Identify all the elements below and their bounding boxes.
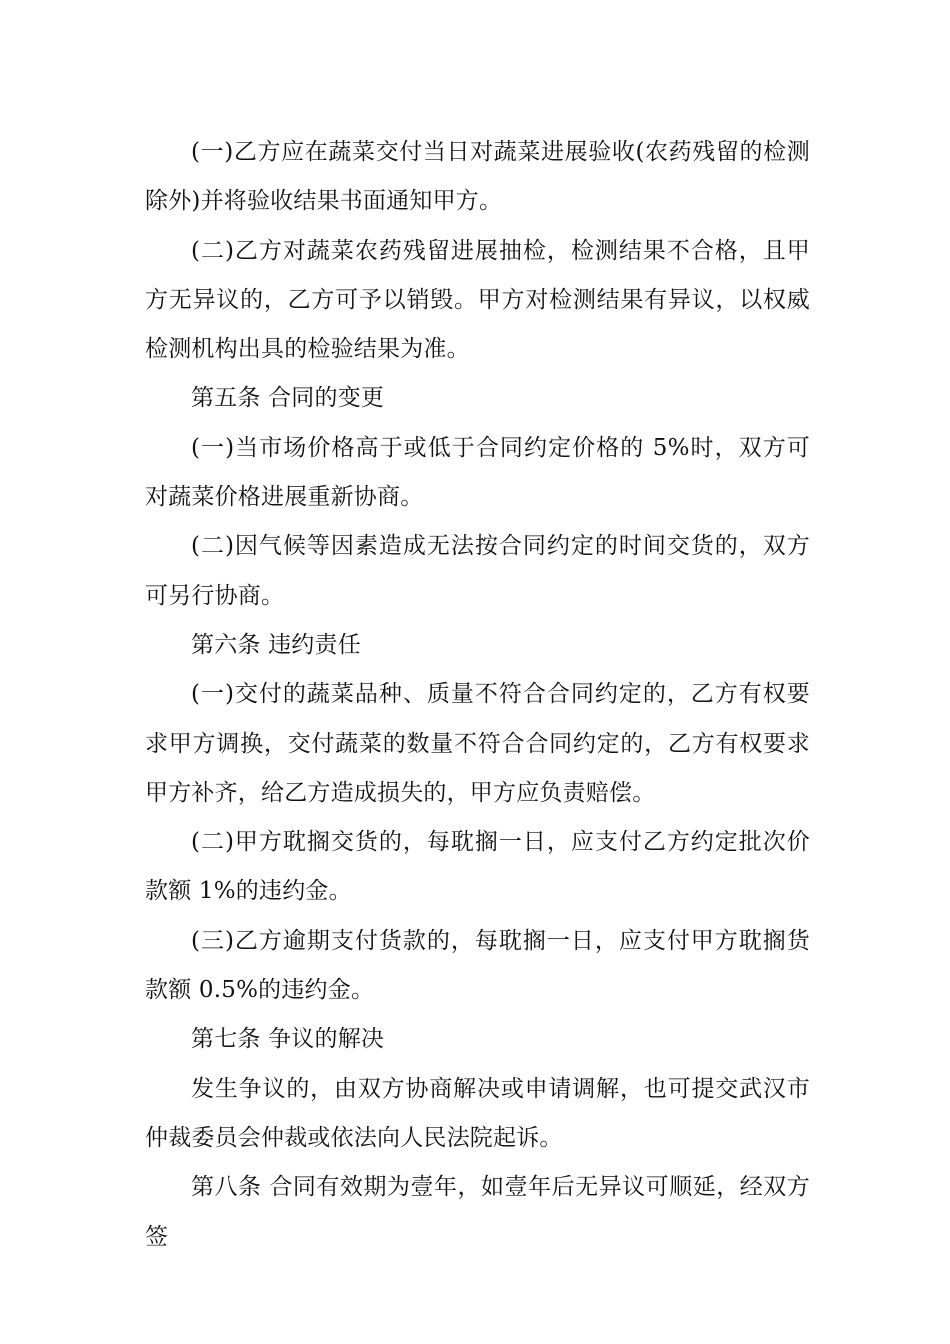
paragraph-acceptance-1: (一)乙方应在蔬菜交付当日对蔬菜进展验收(农药残留的检测除外)并将验收结果书面通知甲方。 — [145, 139, 810, 215]
paragraph-liability-3: (三)乙方逾期支付货款的，每耽搁一日，应支付甲方耽搁货款额 0.5%的违约金。 — [145, 927, 810, 1004]
document-body — [145, 128, 810, 1262]
article-5-heading: 第五条 合同的变更 — [191, 385, 385, 412]
paragraph-liability-2: (二)甲方耽搁交货的，每耽搁一日，应支付乙方约定批次价款额 1%的违约金。 — [145, 829, 810, 905]
paragraph-dispute: 发生争议的，由双方协商解决或申请调解，也可提交武汉市仲裁委员会仲裁或依法向人民法院起诉。 — [145, 1075, 810, 1151]
paragraph-change-2: (二)因气候等因素造成无法按合同约定的时间交货的，双方可另行协商。 — [145, 533, 810, 609]
paragraph-acceptance-2: (二)乙方对蔬菜农药残留进展抽检，检测结果不合格，且甲方无异议的，乙方可予以销毁。甲方对检测结果有异议，以权威检测机构出具的检验结果为准。 — [145, 237, 810, 363]
article-6-heading: 第六条 违约责任 — [191, 631, 361, 658]
article-7-heading: 第七条 争议的解决 — [191, 1026, 385, 1053]
article-8-paragraph: 第八条 合同有效期为壹年，如壹年后无异议可顺延，经双方签 — [145, 1174, 810, 1250]
paragraph-liability-1: (一)交付的蔬菜品种、质量不符合合同约定的，乙方有权要求甲方调换，交付蔬菜的数量不符合合同约定的，乙方有权要求甲方补齐，给乙方造成损失的，甲方应负责赔偿。 — [145, 681, 810, 806]
paragraph-change-1: (一)当市场价格高于或低于合同约定价格的 5%时，双方可对蔬菜价格进展重新协商。 — [145, 434, 810, 511]
